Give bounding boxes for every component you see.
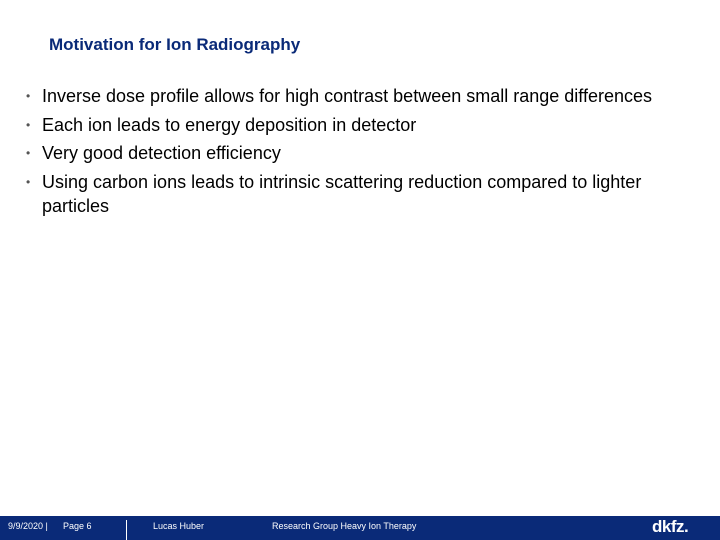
slide-title: Motivation for Ion Radiography <box>49 35 301 54</box>
bullet-text: Each ion leads to energy deposition in detector <box>42 114 417 135</box>
bullet-text: Very good detection efficiency <box>42 143 281 163</box>
bullet-icon: • <box>26 117 31 132</box>
bullet-item <box>22 84 662 109</box>
bullet-item <box>22 141 662 166</box>
bullet-text: Inverse dose profile allows for high contrast between small range differences <box>42 86 652 106</box>
bullet-icon: • <box>26 174 31 189</box>
bullet-icon: • <box>26 146 31 160</box>
footer-divider <box>126 520 127 540</box>
footer-bar <box>0 516 720 540</box>
footer-page-number: Page 6 <box>63 521 92 531</box>
footer-research-group: Research Group Heavy Ion Therapy <box>272 521 417 531</box>
bullet-icon: • <box>26 89 31 103</box>
footer-author: Lucas Huber <box>153 521 205 531</box>
bullet-text: Using carbon ions leads to intrinsic scattering reduction compared to lighter particles <box>42 171 642 216</box>
bullet-item <box>22 170 662 219</box>
footer-date: 9/9/2020 | <box>8 521 48 531</box>
bullet-list <box>22 84 662 223</box>
bullet-item <box>22 113 662 138</box>
dkfz-logo: dkfz. <box>652 517 689 536</box>
